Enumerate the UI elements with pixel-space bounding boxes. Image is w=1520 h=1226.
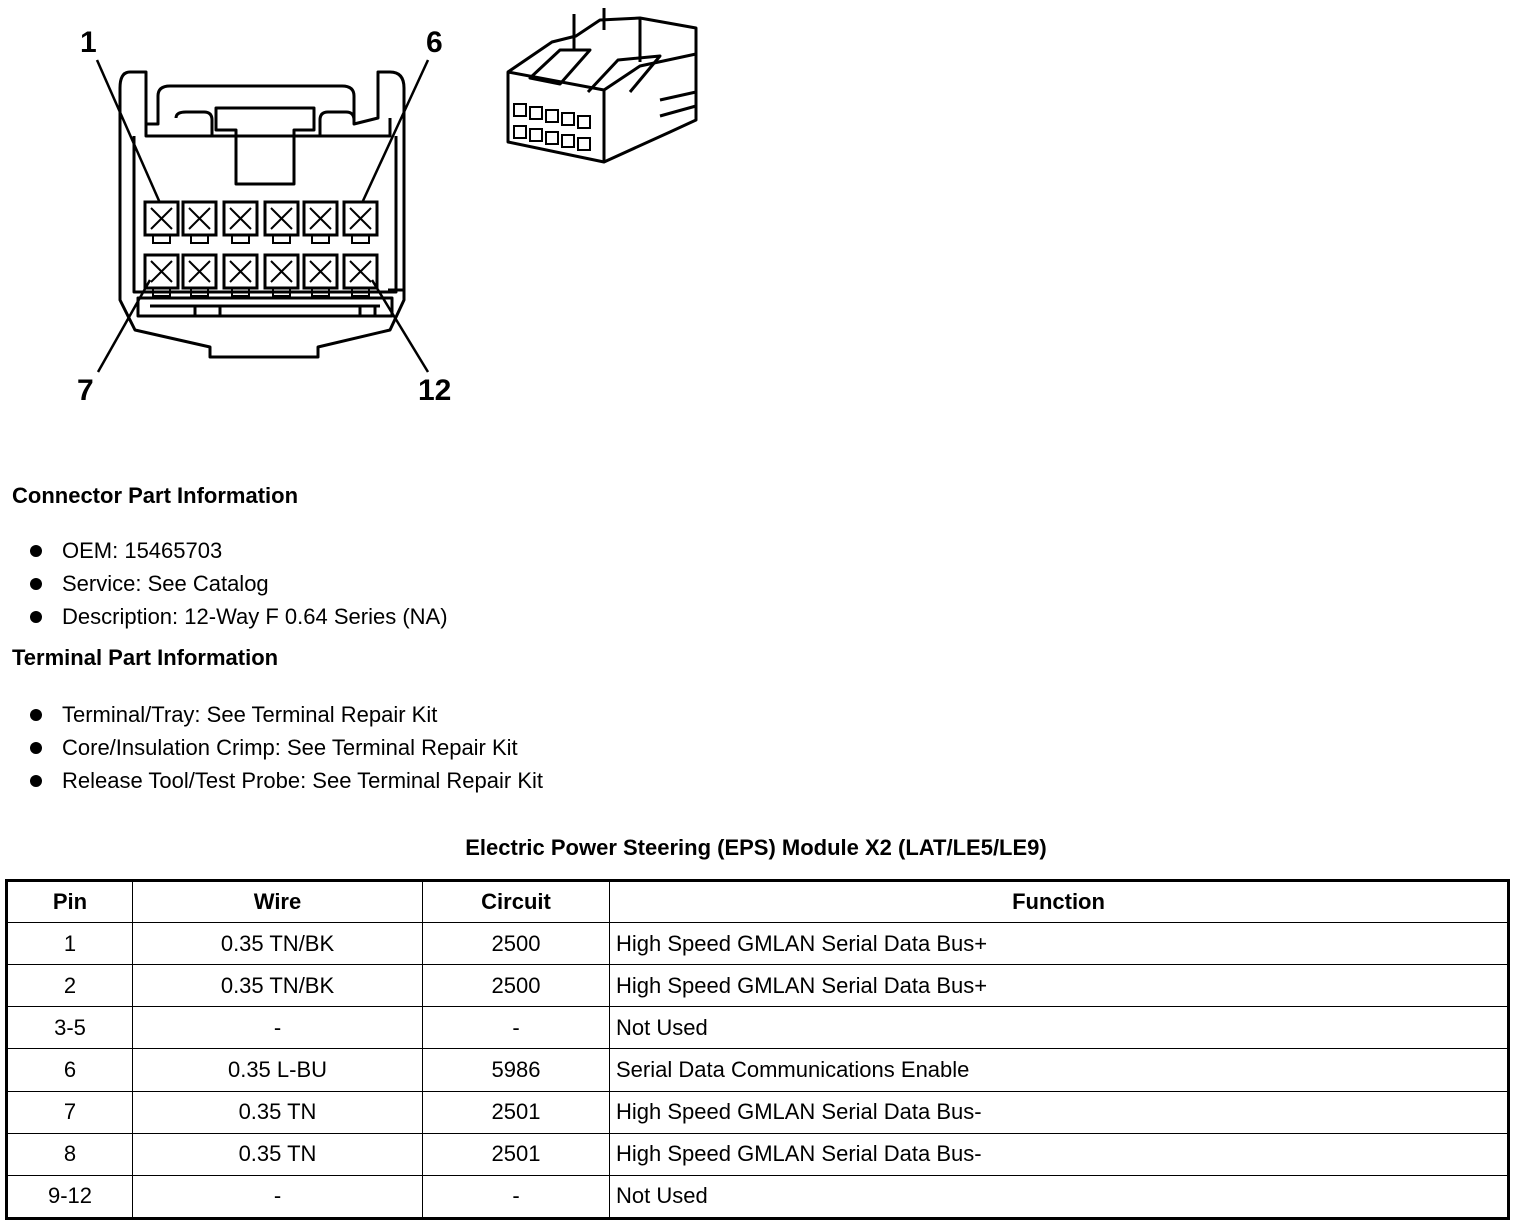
terminal-info-heading: Terminal Part Information [12,645,279,670]
cell-circuit: 2501 [423,1091,610,1133]
terminal-info-list [28,698,543,797]
connector-info-oem: OEM: 15465703 [62,538,223,563]
cell-pin: 9-12 [7,1175,133,1218]
cell-wire: - [133,1175,423,1218]
cell-wire: 0.35 TN [133,1133,423,1175]
cell-function: Not Used [610,1007,1509,1049]
cell-circuit: 5986 [423,1049,610,1091]
terminal-info-tray: Terminal/Tray: See Terminal Repair Kit [62,702,438,727]
bullet-icon [30,578,42,590]
connector-info-description: Description: 12-Way F 0.64 Series (NA) [62,604,448,629]
cell-circuit: - [423,1175,610,1218]
cell-wire: 0.35 TN [133,1091,423,1133]
table-row [7,1133,1509,1175]
cell-function: High Speed GMLAN Serial Data Bus+ [610,965,1509,1007]
cell-function: Serial Data Communications Enable [610,1049,1509,1091]
terminal-info-crimp: Core/Insulation Crimp: See Terminal Repair Kit [62,735,518,760]
cell-circuit: 2500 [423,965,610,1007]
column-header-wire: Wire [133,881,423,923]
cell-pin: 8 [7,1133,133,1175]
pinout-table [5,879,1510,1220]
cell-wire: - [133,1007,423,1049]
cell-function: High Speed GMLAN Serial Data Bus- [610,1133,1509,1175]
pin-label-6: 6 [426,26,443,59]
list-item [28,731,543,764]
bullet-icon [30,611,42,623]
bullet-icon [30,775,42,787]
list-item [28,600,448,633]
cell-wire: 0.35 TN/BK [133,923,423,965]
column-header-pin: Pin [7,881,133,923]
connector-info-list [28,534,448,633]
connector-info-heading: Connector Part Information [12,483,299,508]
cell-pin: 1 [7,923,133,965]
cell-pin: 7 [7,1091,133,1133]
bullet-icon [30,742,42,754]
pin-label-1: 1 [80,26,97,59]
table-row [7,1175,1509,1218]
cell-pin: 2 [7,965,133,1007]
cell-pin: 3-5 [7,1007,133,1049]
table-title: Electric Power Steering (EPS) Module X2 (LAT/LE5/LE9) [465,835,1047,860]
column-header-function: Function [610,881,1509,923]
connector-diagram [0,0,720,430]
table-row [7,1091,1509,1133]
cell-pin: 6 [7,1049,133,1091]
cell-wire: 0.35 L-BU [133,1049,423,1091]
bullet-icon [30,709,42,721]
cell-circuit: 2500 [423,923,610,965]
connector-face-drawing [0,0,720,430]
cell-wire: 0.35 TN/BK [133,965,423,1007]
column-header-circuit: Circuit [423,881,610,923]
pin-label-7: 7 [77,374,94,407]
list-item [28,764,543,797]
table-row [7,965,1509,1007]
cell-function: High Speed GMLAN Serial Data Bus- [610,1091,1509,1133]
bullet-icon [30,545,42,557]
table-row [7,1007,1509,1049]
table-row [7,1049,1509,1091]
cell-function: High Speed GMLAN Serial Data Bus+ [610,923,1509,965]
pin-label-12: 12 [418,374,452,407]
cell-function: Not Used [610,1175,1509,1218]
terminal-info-tool: Release Tool/Test Probe: See Terminal Repair Kit [62,768,543,793]
list-item [28,534,448,567]
table-header-row [7,881,1509,923]
table-row [7,923,1509,965]
connector-info-service: Service: See Catalog [62,571,269,596]
cell-circuit: 2501 [423,1133,610,1175]
cell-circuit: - [423,1007,610,1049]
list-item [28,698,543,731]
list-item [28,567,448,600]
